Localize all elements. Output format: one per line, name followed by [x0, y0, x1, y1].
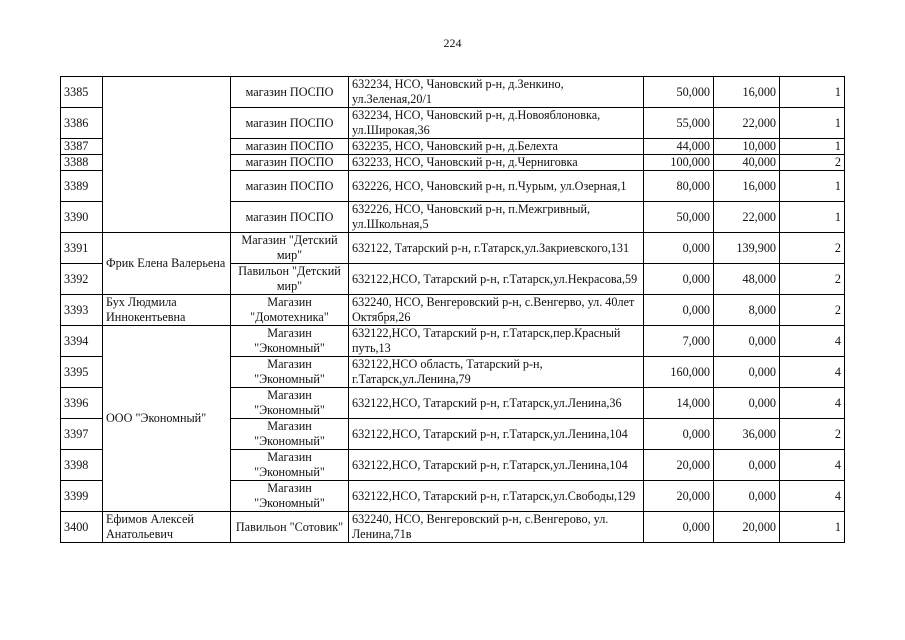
object-name: магазин ПОСПО — [231, 171, 349, 202]
count: 1 — [780, 512, 845, 543]
count: 4 — [780, 357, 845, 388]
row-number: 3397 — [61, 419, 103, 450]
object-name: магазин ПОСПО — [231, 139, 349, 155]
value-2: 48,000 — [714, 264, 780, 295]
count: 4 — [780, 388, 845, 419]
count: 2 — [780, 233, 845, 264]
object-name: Магазин "Экономный" — [231, 326, 349, 357]
row-number: 3400 — [61, 512, 103, 543]
value-2: 0,000 — [714, 481, 780, 512]
value-1: 44,000 — [644, 139, 714, 155]
address: 632122,НСО, Татарский р-н, г.Татарск,пер.Красный путь,13 — [349, 326, 644, 357]
table-row — [61, 512, 845, 543]
table-row — [61, 77, 845, 108]
address: 632122,НСО, Татарский р-н, г.Татарск,ул.Ленина,104 — [349, 419, 644, 450]
value-1: 20,000 — [644, 481, 714, 512]
value-2: 0,000 — [714, 357, 780, 388]
value-1: 55,000 — [644, 108, 714, 139]
count: 1 — [780, 77, 845, 108]
count: 2 — [780, 419, 845, 450]
value-1: 7,000 — [644, 326, 714, 357]
owner-cell: Ефимов Алексей Анатольевич — [103, 512, 231, 543]
object-name: магазин ПОСПО — [231, 108, 349, 139]
value-2: 16,000 — [714, 171, 780, 202]
row-number: 3385 — [61, 77, 103, 108]
object-name: Магазин "Детский мир" — [231, 233, 349, 264]
object-name: магазин ПОСПО — [231, 155, 349, 171]
object-name: Павильон "Сотовик" — [231, 512, 349, 543]
table-row — [61, 295, 845, 326]
address: 632235, НСО, Чановский р-н, д.Белехта — [349, 139, 644, 155]
value-2: 0,000 — [714, 450, 780, 481]
count: 4 — [780, 450, 845, 481]
count: 1 — [780, 202, 845, 233]
address: 632226, НСО, Чановский р-н, п.Чурым, ул.Озерная,1 — [349, 171, 644, 202]
table-row — [61, 326, 845, 357]
value-2: 139,900 — [714, 233, 780, 264]
value-2: 0,000 — [714, 326, 780, 357]
address: 632122,НСО область, Татарский р-н, г.Татарск,ул.Ленина,79 — [349, 357, 644, 388]
address: 632234, НСО, Чановский р-н, д.Зенкино, ул.Зеленая,20/1 — [349, 77, 644, 108]
value-1: 0,000 — [644, 512, 714, 543]
value-1: 50,000 — [644, 202, 714, 233]
value-1: 14,000 — [644, 388, 714, 419]
count: 4 — [780, 326, 845, 357]
value-1: 0,000 — [644, 295, 714, 326]
value-2: 36,000 — [714, 419, 780, 450]
address: 632122,НСО, Татарский р-н, г.Татарск,ул.Некрасова,59 — [349, 264, 644, 295]
value-2: 22,000 — [714, 108, 780, 139]
value-1: 160,000 — [644, 357, 714, 388]
value-2: 20,000 — [714, 512, 780, 543]
count: 2 — [780, 155, 845, 171]
object-name: Павильон "Детский мир" — [231, 264, 349, 295]
count: 1 — [780, 139, 845, 155]
count: 1 — [780, 171, 845, 202]
table-row — [61, 233, 845, 264]
count: 4 — [780, 481, 845, 512]
row-number: 3388 — [61, 155, 103, 171]
owner-cell: Фрик Елена Валерьена — [103, 233, 231, 295]
row-number: 3399 — [61, 481, 103, 512]
address: 632122, Татарский р-н, г.Татарск,ул.Закриевского,131 — [349, 233, 644, 264]
row-number: 3395 — [61, 357, 103, 388]
address: 632122,НСО, Татарский р-н, г.Татарск,ул.Свободы,129 — [349, 481, 644, 512]
value-1: 20,000 — [644, 450, 714, 481]
owner-cell: ООО "Экономный" — [103, 326, 231, 512]
row-number: 3398 — [61, 450, 103, 481]
object-name: Магазин "Экономный" — [231, 419, 349, 450]
owner-cell — [103, 77, 231, 233]
address: 632233, НСО, Чановский р-н, д.Черниговка — [349, 155, 644, 171]
registry-table — [60, 76, 845, 543]
row-number: 3386 — [61, 108, 103, 139]
object-name: Магазин "Экономный" — [231, 450, 349, 481]
address: 632122,НСО, Татарский р-н, г.Татарск,ул.Ленина,36 — [349, 388, 644, 419]
row-number: 3396 — [61, 388, 103, 419]
row-number: 3387 — [61, 139, 103, 155]
value-2: 16,000 — [714, 77, 780, 108]
value-2: 0,000 — [714, 388, 780, 419]
object-name: магазин ПОСПО — [231, 202, 349, 233]
row-number: 3391 — [61, 233, 103, 264]
value-1: 0,000 — [644, 419, 714, 450]
object-name: Магазин "Экономный" — [231, 481, 349, 512]
object-name: магазин ПОСПО — [231, 77, 349, 108]
value-1: 0,000 — [644, 264, 714, 295]
object-name: Магазин "Экономный" — [231, 388, 349, 419]
row-number: 3393 — [61, 295, 103, 326]
value-2: 40,000 — [714, 155, 780, 171]
value-1: 50,000 — [644, 77, 714, 108]
value-1: 100,000 — [644, 155, 714, 171]
count: 1 — [780, 108, 845, 139]
object-name: Магазин "Экономный" — [231, 357, 349, 388]
address: 632240, НСО, Венгеровский р-н, с.Венгерво, ул. 40лет Октября,26 — [349, 295, 644, 326]
count: 2 — [780, 295, 845, 326]
value-2: 22,000 — [714, 202, 780, 233]
address: 632122,НСО, Татарский р-н, г.Татарск,ул.Ленина,104 — [349, 450, 644, 481]
row-number: 3390 — [61, 202, 103, 233]
row-number: 3389 — [61, 171, 103, 202]
value-2: 10,000 — [714, 139, 780, 155]
count: 2 — [780, 264, 845, 295]
address: 632234, НСО, Чановский р-н, д.Новояблоновка, ул.Широкая,36 — [349, 108, 644, 139]
value-1: 0,000 — [644, 233, 714, 264]
address: 632226, НСО, Чановский р-н, п.Межгривный, ул.Школьная,5 — [349, 202, 644, 233]
object-name: Магазин "Домотехника" — [231, 295, 349, 326]
owner-cell: Бух Людмила Иннокентьевна — [103, 295, 231, 326]
address: 632240, НСО, Венгеровский р-н, с.Венгерово, ул. Ленина,71в — [349, 512, 644, 543]
value-1: 80,000 — [644, 171, 714, 202]
page-number: 224 — [443, 36, 462, 50]
value-2: 8,000 — [714, 295, 780, 326]
row-number: 3392 — [61, 264, 103, 295]
row-number: 3394 — [61, 326, 103, 357]
